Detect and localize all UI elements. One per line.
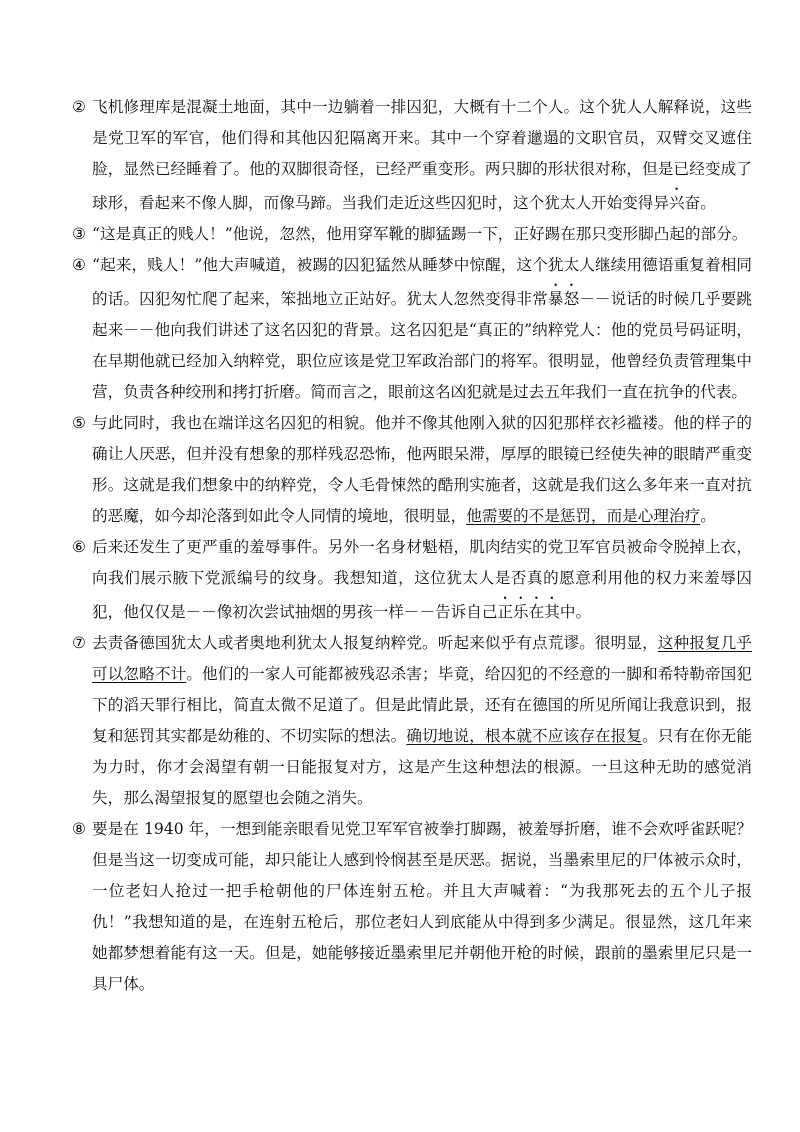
text-segment: 中。	[559, 603, 592, 621]
paragraph-5	[72, 408, 752, 532]
document-body	[72, 92, 752, 1000]
paragraph-number: ②	[72, 98, 86, 116]
underlined-text: 他需要的不是惩罚，而是心理治疗	[466, 507, 701, 525]
paragraph-8	[72, 814, 752, 1000]
text-segment: 去责备德国犹太人或者奥地利犹太人报复纳粹党。听起来似乎有点荒谬。很明显，	[92, 634, 658, 652]
emphasis-dot-text: 暴怒	[547, 290, 580, 308]
underlined-text: 确切地说，根本就不应该存在报复	[406, 727, 643, 745]
text-segment: 奋。	[684, 194, 716, 212]
paragraph-number: ③	[72, 225, 86, 243]
text-segment: 。	[700, 507, 716, 525]
text-segment: 。他们的一家人可能都被残忍杀害；毕竟，给囚犯的不经意的一脚和希特勒帝国犯下的滔天罪行相比，简直太微不足道了。但是此情此景，还有在德国的所见所闻让我意识到，报复和惩罚其实都是幼稚的、不切实际的想法。	[92, 665, 752, 745]
paragraph-number: ⑥	[72, 538, 86, 556]
emphasis-dot-text: 兴	[668, 194, 685, 212]
paragraph-number: ⑧	[72, 820, 86, 838]
paragraph-number: ⑦	[72, 634, 86, 652]
paragraph-7	[72, 628, 752, 814]
text-segment: －－说话的时候几乎要跳起来－－他向我们讲述了这名囚犯的背景。这名囚犯是“真正的”纳粹党人：他的党员号码证明，在早期他就已经加入纳粹党，职位应该是党卫军政治部门的将军。很明显，他曾经负责管理集中营，负责各种绞刑和拷打折磨。简而言之，眼前这名凶犯就是过去五年我们一直在抗争的代表。	[92, 290, 752, 401]
paragraph-6	[72, 532, 752, 628]
paragraph-number: ④	[72, 256, 86, 274]
text-segment: 与此同时，我也在端详这名囚犯的相貌。他并不像其他刚入狱的囚犯那样衣衫褴褛。他的样子的确让人厌恶，但并没有想象的那样残忍恐怖，他两眼呆滞，厚厚的眼镜已经使失神的眼睛严重变形。这就是我们想象中的纳粹党，令人毛骨悚然的酷刑实施者，这就是我们这么多年来一直对抗的恶魔，如今却沦落到如此令人同情的境地，很明显，	[92, 414, 752, 525]
text-segment: 要是在 1940 年，一想到能亲眼看见党卫军军官被拳打脚踢，被羞辱折磨，谁不会欢呼雀跃呢？但是当这一切变成可能，却只能让人感到怜悯甚至是厌恶。据说，当墨索里尼的尸体被示众时，一位老妇人抢过一把手枪朝他的尸体连射五枪。并且大声喊着：“为我那死去的五个儿子报仇！”我想知道的是，在连射五枪后，那位老妇人到底能从中得到多少满足。很显然，这几年来她都梦想着能有这一天。但是，她能够接近墨索里尼并朝他开枪的时候，跟前的墨索里尼只是一具尸体。	[92, 820, 752, 993]
paragraph-2	[72, 92, 752, 219]
text-segment: 飞机修理库是混凝土地面，其中一边躺着一排囚犯，大概有十二个人。这个犹人人解释说，这些是党卫军的军官，他们得和其他囚犯隔离开来。其中一个穿着邋遢的文职官员，双臂交叉遮住脸，显然已经睡着了。他的双脚很奇怪，已经严重变形。两只脚的形状很对称，但是已经变成了球形，看起来不像人脚，而像马蹄。当我们走近这些囚犯时，这个犹太人开始变得异	[92, 98, 752, 212]
paragraph-4	[72, 250, 752, 408]
paragraph-3	[72, 219, 752, 250]
text-segment: “起来，贱人！”他大声喊道，被踢的囚犯猛然从睡梦中惊醒，这个犹太人继续用德语重复着相同的话。囚犯匆忙爬了起来，笨拙地立正站好。犹太人忽然变得非常	[92, 256, 752, 308]
text-segment: “这是真正的贱人！”他说，忽然，他用穿军靴的脚猛踢一下，正好踢在那只变形脚凸起的部分。	[92, 225, 748, 243]
underlined-text: 这种报复几乎可以忽略不计	[92, 634, 752, 683]
paragraph-number: ⑤	[72, 414, 86, 432]
emphasis-dot-text: 正乐在其	[497, 603, 560, 621]
text-segment: 。只有在你无能为力时，你才会渴望有朝一日能报复对方，这是产生这种想法的根源。一旦这种无助的感觉消失，那么渴望报复的愿望也会随之消失。	[92, 727, 752, 807]
text-segment: 后来还发生了更严重的羞辱事件。另外一名身材魁梧，肌肉结实的党卫军官员被命令脱掉上衣，向我们展示腋下党派编号的纹身。我想知道，这位犹太人是否真的愿意利用他的权力来羞辱囚犯，他仅仅是－－像初次尝试抽烟的男孩一样－－告诉自己	[92, 538, 752, 621]
